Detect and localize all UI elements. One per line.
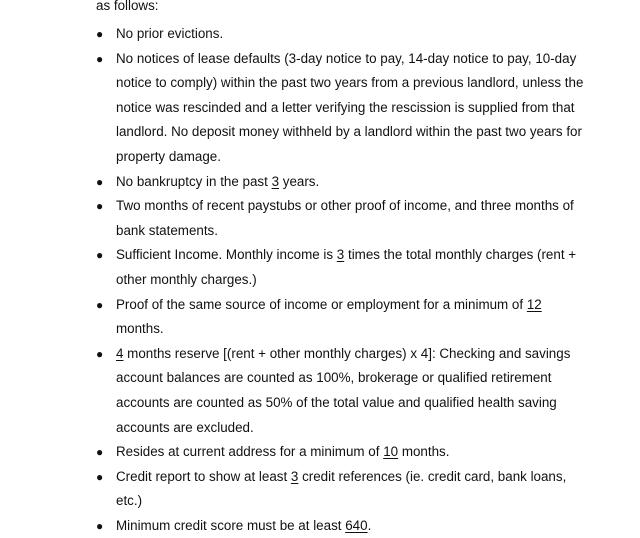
bullet-icon: ●	[96, 445, 104, 460]
criteria-text	[116, 444, 449, 459]
text-segment: times the total monthly charges (rent + other monthly charges.)	[116, 247, 577, 287]
criteria-item	[0, 170, 640, 195]
criteria-text	[116, 469, 566, 509]
text-segment: Proof of the same source of income or employment for a minimum of	[116, 296, 527, 312]
criteria-item	[0, 243, 640, 292]
underlined-value: 3	[290, 468, 299, 484]
bullet-icon: ●	[96, 51, 104, 66]
text-segment: Two months of recent paystubs or other proof of income, and three months of bank statements.	[116, 198, 574, 238]
criteria-item	[0, 465, 640, 514]
text-segment: .	[367, 517, 372, 533]
criteria-item	[0, 47, 640, 170]
text-segment: Sufficient Income. Monthly income is	[116, 247, 337, 263]
bullet-icon: ●	[96, 346, 104, 361]
criteria-text	[116, 518, 371, 533]
bullet-icon: ●	[96, 248, 104, 263]
bullet-icon: ●	[96, 469, 104, 484]
underlined-value: 10	[383, 444, 399, 460]
criteria-item	[0, 293, 640, 342]
underlined-value: 3	[336, 247, 345, 263]
criteria-text	[116, 346, 570, 435]
criteria-text	[116, 26, 223, 41]
screening-criteria-list	[0, 22, 640, 538]
text-segment: months reserve [(rent + other monthly charges) x 4]: Checking and savings account balances are counted as 100%, brokerage or qualified retirement accounts are counted as 50% of the total value and qualified health saving accounts are excluded.	[116, 345, 571, 435]
criteria-text	[116, 198, 574, 238]
text-segment: No notices of lease defaults (3-day notice to pay, 14-day notice to pay, 10-day notice to comply) within the past two years from a previous landlord, unless the notice was rescinded and a letter verifying the rescission is supplied from that landlord. No deposit money withheld by a landlord within the past two years for property damage.	[116, 50, 584, 164]
text-segment: months.	[116, 321, 164, 337]
criteria-item	[0, 342, 640, 440]
text-segment: credit references (ie. credit card, bank loans, etc.)	[116, 468, 567, 509]
text-segment: Resides at current address for a minimum of	[116, 444, 384, 460]
text-segment: Minimum credit score must be at least	[116, 517, 346, 533]
criteria-text	[116, 247, 576, 287]
bullet-icon: ●	[96, 297, 104, 312]
text-segment: years.	[279, 173, 320, 189]
criteria-text	[116, 297, 542, 337]
criteria-item	[0, 22, 640, 47]
criteria-text	[116, 174, 319, 189]
bullet-icon: ●	[96, 27, 104, 41]
underlined-value: 3	[271, 173, 280, 189]
bullet-icon: ●	[96, 174, 104, 189]
underlined-value: 4	[116, 345, 124, 361]
text-segment: Credit report to show at least	[116, 468, 291, 484]
criteria-item	[0, 440, 640, 465]
underlined-value: 640	[345, 517, 368, 533]
text-segment: No bankruptcy in the past	[116, 173, 272, 189]
intro-text: as follows:	[96, 0, 159, 13]
criteria-item	[0, 194, 640, 243]
text-segment: No prior evictions.	[116, 26, 224, 41]
bullet-icon: ●	[96, 199, 104, 214]
criteria-text	[116, 51, 583, 164]
bullet-icon: ●	[96, 518, 104, 533]
text-segment: months.	[398, 444, 450, 460]
underlined-value: 12	[526, 296, 542, 312]
criteria-item	[0, 514, 640, 538]
